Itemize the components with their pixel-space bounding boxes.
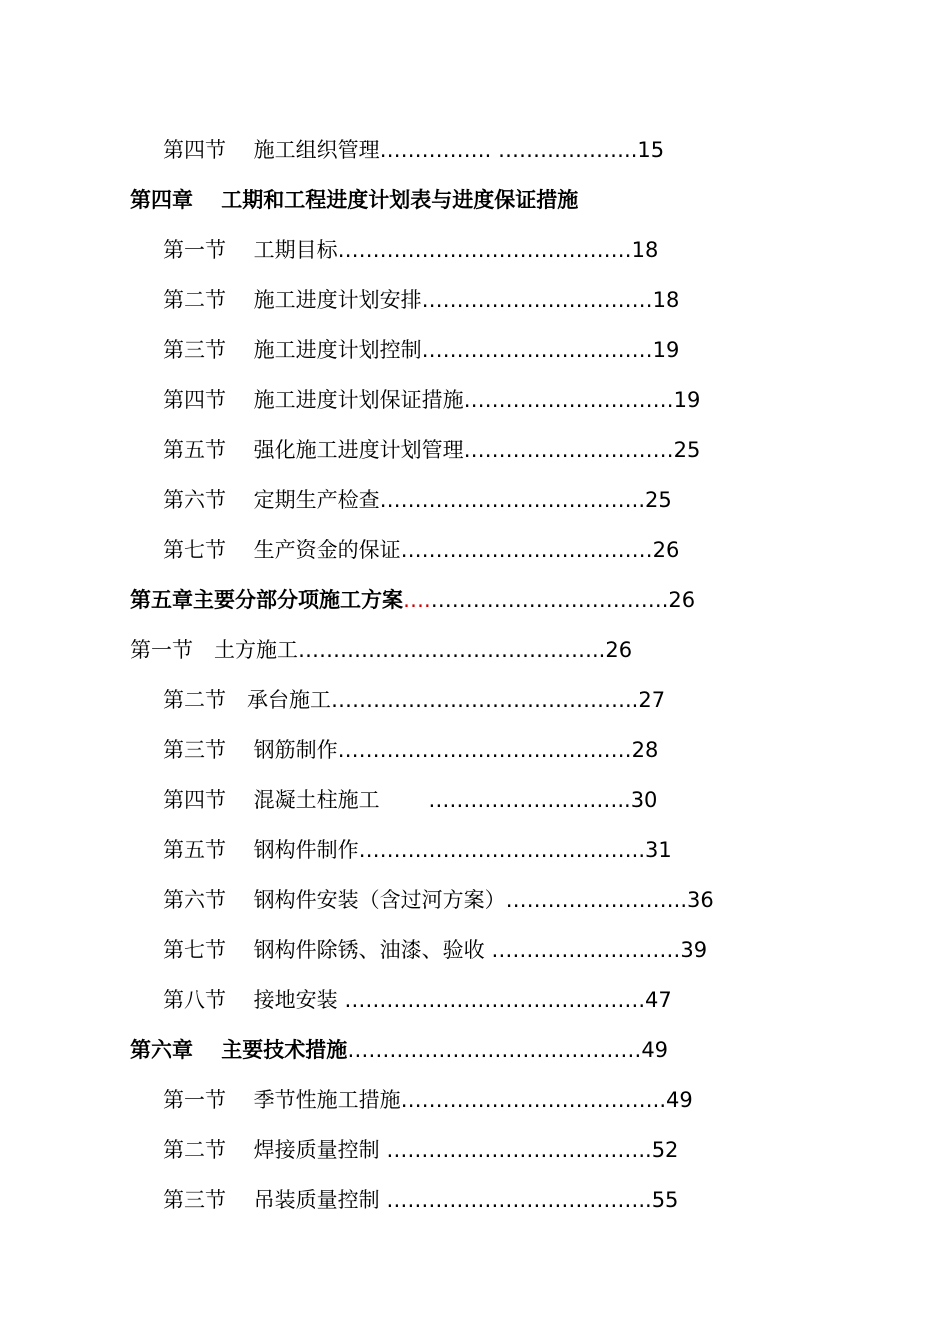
toc-chapter-entry (130, 1036, 668, 1064)
toc-entry: 第七节 生产资金的保证………………………………26 (163, 538, 680, 562)
toc-entry: 第三节 钢筋制作……………………………………28 (163, 738, 659, 762)
toc-entry: 第六节 定期生产检查………………………………..25 (163, 488, 672, 512)
toc-leader-page: …………………………….26 (430, 588, 696, 612)
toc-entry: 第六节 钢构件安装（含过河方案）……………………..36 (163, 888, 714, 912)
toc-chapter-heading: 第四章 工期和工程进度计划表与进度保证措施 (130, 188, 579, 212)
toc-entry: 第三节 吊装质量控制 ………………………………..55 (163, 1188, 679, 1212)
toc-entry: 第四节 施工组织管理……………. ………………..15 (163, 138, 665, 162)
toc-entry: 第四节 混凝土柱施工 ………………………..30 (163, 788, 658, 812)
toc-entry: 第七节 钢构件除锈、油漆、验收 ………………………39 (163, 938, 708, 962)
toc-entry: 第二节 焊接质量控制 ………………………………..52 (163, 1138, 679, 1162)
toc-entry: 第二节 承台施工……………………………………..27 (163, 688, 666, 712)
toc-entry: 第五节 强化施工进度计划管理…………………………25 (163, 438, 701, 462)
toc-entry: 第三节 施工进度计划控制……………………………19 (163, 338, 680, 362)
toc-chapter-title: 第五章主要分部分项施工方案 (130, 588, 403, 612)
toc-entry: 第八节 接地安装 …………………………………….47 (163, 988, 672, 1012)
toc-chapter-title: 第六章 主要技术措施 (130, 1038, 348, 1062)
toc-entry: 第一节 工期目标……………………………………18 (163, 238, 659, 262)
toc-entry: 第四节 施工进度计划保证措施…………………………19 (163, 388, 701, 412)
toc-leader-page: ……………………………………49 (347, 1038, 669, 1062)
toc-entry: 第二节 施工进度计划安排……………………………18 (163, 288, 680, 312)
toc-entry: 第五节 钢构件制作…………………………………..31 (163, 838, 672, 862)
toc-entry: 第一节 土方施工……………………………………..26 (130, 638, 633, 662)
toc-leader-red: …. (403, 588, 431, 612)
toc-chapter-entry (130, 586, 695, 614)
toc-entry: 第一节 季节性施工措施………………………………..49 (163, 1088, 693, 1112)
